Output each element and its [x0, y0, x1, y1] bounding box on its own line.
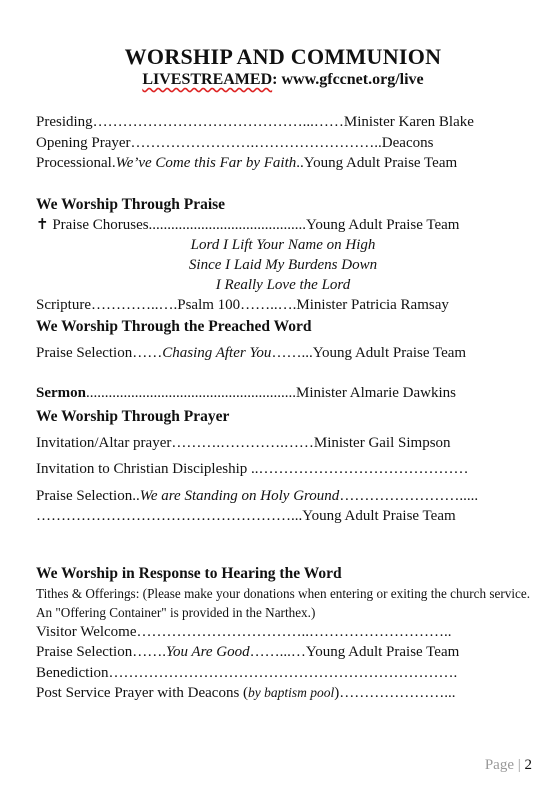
preached-heading: We Worship Through the Preached Word [36, 317, 312, 335]
processional-song: We’ve Come this Far by Faith [115, 155, 297, 171]
livestream-line [36, 70, 530, 90]
processional-leader: ..Young Adult Praise Team [296, 155, 458, 171]
selection-song: You Are Good [165, 644, 250, 660]
song-title: Lord I Lift Your Name on High [190, 237, 376, 253]
song-title: Since I Laid My Burdens Down [188, 257, 378, 273]
song-title: I Really Love the Lord [215, 277, 351, 293]
response-selection-line [36, 642, 530, 663]
page-number: 2 [524, 757, 532, 773]
selection-song: Chasing After You [162, 344, 272, 361]
scripture-line: Scripture…………..….Psalm 100……..….Minister Patricia Ramsay [36, 297, 449, 313]
praise-selection-line [36, 343, 530, 364]
selection-leader: ……...Young Adult Praise Team [271, 344, 467, 361]
selection-leader: ……………………..... [339, 487, 479, 504]
post-service-location: by baptism pool [248, 685, 335, 700]
post-service-line [36, 683, 530, 704]
page-title: WORSHIP AND COMMUNION [124, 44, 442, 69]
sermon-leader: ........................................................Minister Almarie Dawkins [86, 385, 456, 401]
response-heading: We Worship in Response to Hearing the Word [36, 564, 342, 582]
prayer-selection-line [36, 486, 530, 507]
page-label: Page [484, 757, 514, 773]
post-service-leader: )…………………... [334, 685, 456, 701]
selection-song: We are Standing on Holy Ground [139, 487, 340, 504]
post-service-label: Post Service Prayer with Deacons ( [36, 685, 249, 701]
discipleship-line: Invitation to Christian Discipleship ..…………………………………… [36, 461, 469, 477]
prayer-heading: We Worship Through Prayer [36, 407, 230, 425]
sermon-line [36, 383, 530, 404]
selection-leader: ……...…Young Adult Praise Team [249, 644, 460, 660]
livestream-label: LIVESTREAMED [142, 71, 273, 88]
sermon-label: Sermon [36, 385, 86, 401]
presiding-line: Presiding……………………………………...……Minister Karen Blake [36, 114, 474, 130]
processional-label: Processional. [36, 155, 116, 171]
benediction-line: Benediction……………………………………………………………. [36, 664, 458, 681]
tithes-text: Tithes & Offerings: (Please make your donations when entering or exiting the church service. An "Offering Container" is provided in the Narthex.) [36, 585, 530, 620]
selection-label: Praise Selection……. [36, 644, 166, 660]
selection-label: Praise Selection…… [36, 344, 163, 361]
livestream-url: : www.gfccnet.org/live [272, 71, 424, 88]
altar-prayer-line: Invitation/Altar prayer……….………….……Minister Gail Simpson [36, 434, 451, 451]
bulletin-page [36, 44, 530, 704]
processional-line [36, 153, 530, 174]
page-footer [485, 757, 532, 774]
selection-label: Praise Selection.. [36, 487, 140, 504]
visitor-line: Visitor Welcome……………………………..……………………….. [36, 623, 452, 640]
praise-heading: We Worship Through Praise [36, 195, 226, 213]
opening-prayer-line: Opening Prayer…………………….……………………..Deacons [36, 134, 434, 151]
praise-choruses-line: ✝ Praise Choruses..........................................Young Adult Praise Team [36, 216, 460, 233]
prayer-selection-cont: ……………………………………………...Young Adult Praise Team [36, 508, 456, 524]
page-separator: | [513, 757, 525, 773]
